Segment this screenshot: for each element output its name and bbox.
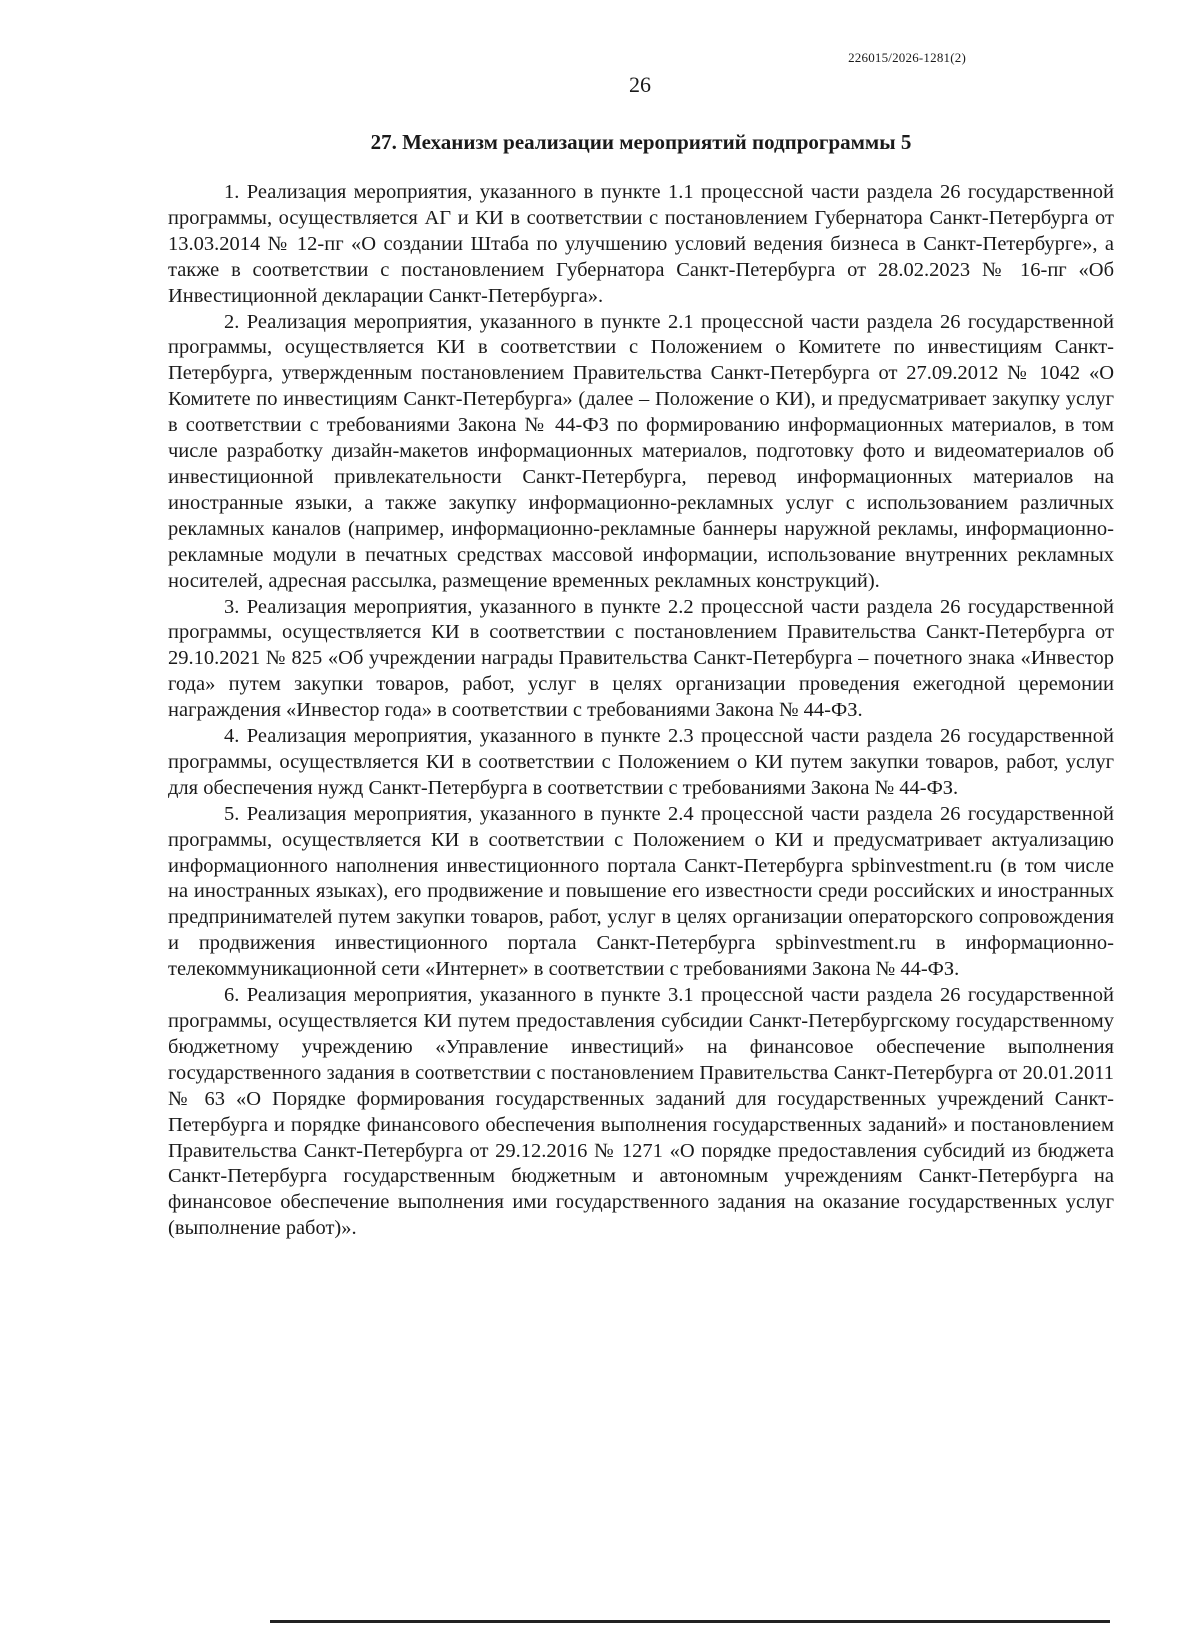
document-id: 226015/2026-1281(2) <box>848 50 966 65</box>
paragraph-3: 3. Реализация мероприятия, указанного в пункте 2.2 процессной части раздела 26 государственной программы, осуществляется КИ в соответствии с постановлением Правительства Санкт-Петербурга от 29.10.2021 № 825 «Об учреждении награды Правительства Санкт-Петербурга – почетного знака «Инвестор года» путем закупки товаров, работ, услуг в целях организации проведения ежегодной церемонии награждения «Инвестор года» в соответствии с требованиями Закона № 44-ФЗ. <box>168 595 1114 722</box>
paragraph-1: 1. Реализация мероприятия, указанного в пункте 1.1 процессной части раздела 26 государственной программы, осуществляется АГ и КИ в соответствии с постановлением Губернатора Санкт-Петербурга от 13.03.2014 № 12-пг «О создании Штаба по улучшению условий ведения бизнеса в Санкт-Петербурге», а также в соответствии с постановлением Губернатора Санкт-Петербурга от 28.02.2023 № 16-пг «Об Инвестиционной декларации Санкт-Петербурга». <box>168 181 1114 307</box>
paragraph-6: 6. Реализация мероприятия, указанного в пункте 3.1 процессной части раздела 26 государственной программы, осуществляется КИ путем предоставления субсидии Санкт-Петербургскому государственному бюджетному учреждению «Управление инвестиций» на финансовое обеспечение выполнения государственного задания в соответствии с постановлением Правительства Санкт-Петербурга от 20.01.2011 № 63 «О Порядке формирования государственных заданий для государственных учреждений Санкт-Петербурга и порядке финансового обеспечения выполнения государственных заданий» и постановлением Правительства Санкт-Петербурга от 29.12.2016 № 1271 «О порядке предоставления субсидий из бюджета Санкт-Петербурга государственным бюджетным и автономным учреждениям Санкт-Петербурга на финансовое обеспечение выполнения ими государственного задания на оказание государственных услуг (выполнение работ)». <box>168 984 1114 1240</box>
paragraph-4: 4. Реализация мероприятия, указанного в пункте 2.3 процессной части раздела 26 государственной программы, осуществляется КИ в соответствии с Положением о КИ путем закупки товаров, работ, услуг для обеспечения нужд Санкт-Петербурга в соответствии с требованиями Закона № 44-ФЗ. <box>168 725 1114 799</box>
page-number: 26 <box>629 72 651 97</box>
document-body <box>168 180 1114 1242</box>
scan-edge-line <box>270 1620 1110 1623</box>
paragraph-5: 5. Реализация мероприятия, указанного в пункте 2.4 процессной части раздела 26 государственной программы, осуществляется КИ в соответствии с Положением о КИ и предусматривает актуализацию информационного наполнения инвестиционного портала Санкт-Петербурга spbinvestment.ru (в том числе на иностранных языках), его продвижение и повышение его известности среди российских и иностранных предпринимателей путем закупки товаров, работ, услуг в целях организации операторского сопровождения и продвижения инвестиционного портала Санкт-Петербурга spbinvestment.ru в информационно-телекоммуникационной сети «Интернет» в соответствии с требованиями Закона № 44-ФЗ. <box>168 802 1114 981</box>
paragraph-2: 2. Реализация мероприятия, указанного в пункте 2.1 процессной части раздела 26 государственной программы, осуществляется КИ в соответствии с Положением о Комитете по инвестициям Санкт-Петербурга, утвержденным постановлением Правительства Санкт-Петербурга от 27.09.2012 № 1042 «О Комитете по инвестициям Санкт-Петербурга» (далее – Положение о КИ), и предусматривает закупку услуг в соответствии с требованиями Закона № 44-ФЗ по формированию информационных материалов, в том числе разработку дизайн-макетов информационных материалов, подготовку фото и видеоматериалов об инвестиционной привлекательности Санкт-Петербурга, перевод информационных материалов на иностранные языки, а также закупку информационно-рекламных услуг с использованием различных рекламных каналов (например, информационно-рекламные баннеры наружной рекламы, информационно-рекламные модули в печатных средствах массовой информации, использование внутренних рекламных носителей, адресная рассылка, размещение временных рекламных конструкций). <box>168 310 1114 592</box>
section-title: 27. Механизм реализации мероприятий подпрограммы 5 <box>370 130 912 154</box>
